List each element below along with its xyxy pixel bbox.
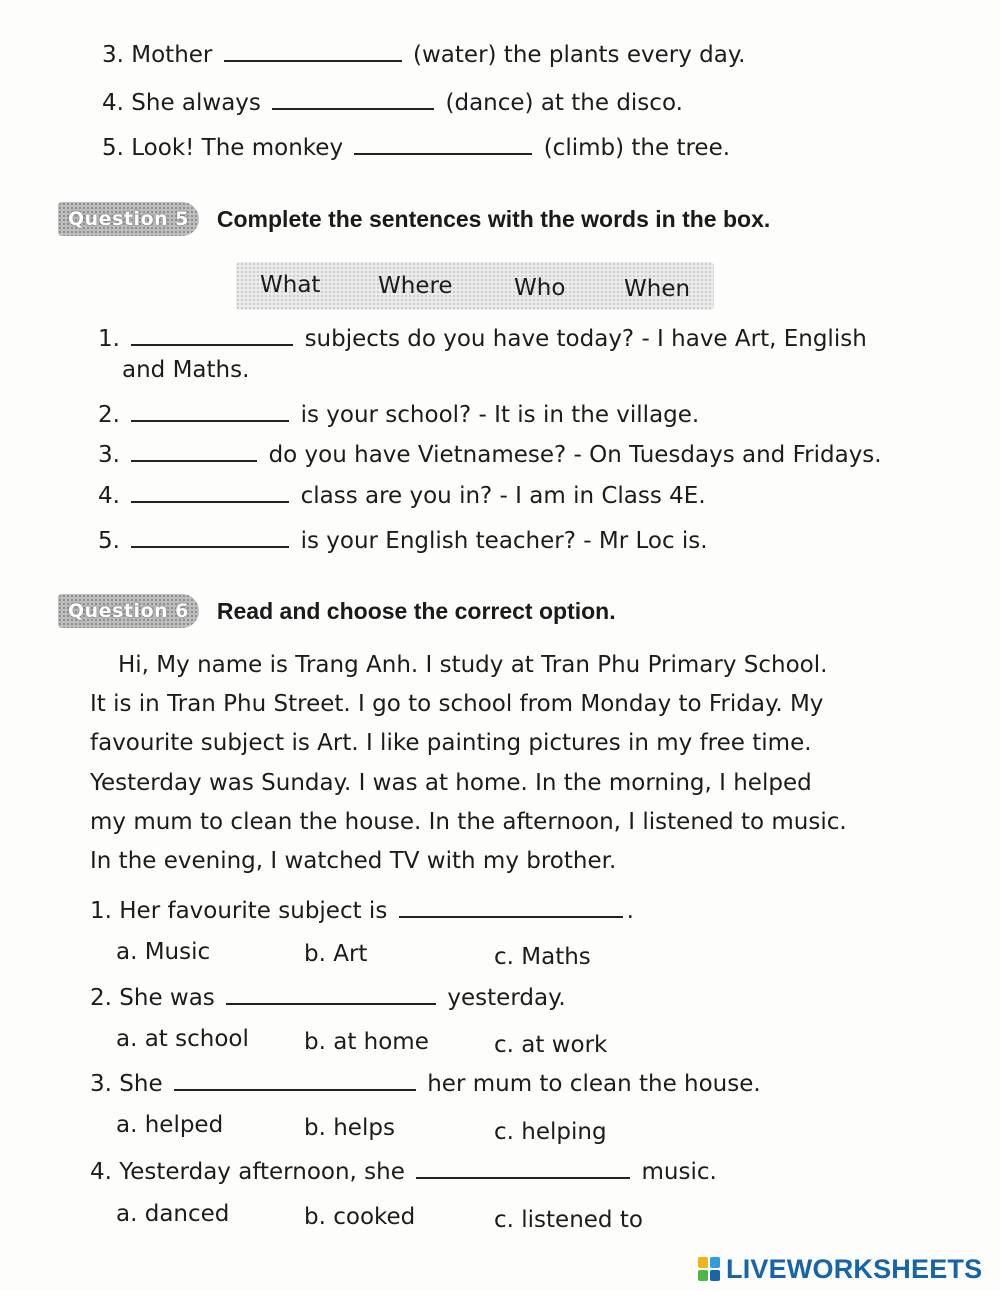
item-text-before: Her favourite subject is [119,898,388,924]
answer-blank[interactable] [224,38,402,62]
option-a[interactable]: a. at school [116,1026,249,1052]
option-c[interactable]: c. helping [494,1119,607,1145]
item-text-after: class are you in? - I am in Class 4E. [300,483,706,509]
item-number: 2. [90,985,112,1011]
item-text-after: (dance) at the disco. [445,90,683,116]
answer-blank[interactable] [131,524,289,548]
q4-item-4 [102,86,683,118]
logo-text: LIVEWORKSHEETS [726,1253,983,1284]
item-number: 1. [90,898,112,924]
item-number: 3. [102,42,124,68]
question-title: Complete the sentences with the words in the box. [216,205,771,232]
passage-line: Yesterday was Sunday. I was at home. In the morning, I helped [90,769,812,796]
question-badge: Question 6 [58,594,199,628]
item-text-before: Mother [131,42,213,68]
option-b[interactable]: b. helps [304,1115,395,1141]
passage-line: my mum to clean the house. In the afternoon, I listened to music. [90,808,847,835]
reading-passage [90,646,890,881]
item-text-after: . [626,898,634,924]
q4-item-5 [102,131,730,163]
question-badge: Question 5 [58,202,199,236]
item-number: 3. [90,1071,112,1097]
answer-blank[interactable] [174,1067,416,1091]
question-5-header [58,202,770,236]
item-text-after: subjects do you have today? - I have Art, English [304,326,867,352]
item-text-after: (climb) the tree. [543,135,731,161]
q6-question-3 [90,1067,761,1099]
answer-blank[interactable] [131,479,289,503]
answer-blank[interactable] [131,398,289,422]
item-number: 4. [90,1159,112,1185]
item-number: 5. [98,528,120,554]
liveworksheets-logo-icon [698,1257,720,1281]
answer-blank[interactable] [226,981,436,1005]
item-text-after: (water) the plants every day. [413,42,746,68]
answer-blank[interactable] [131,322,293,346]
item-text-before: She [119,1071,163,1097]
option-a[interactable]: a. helped [116,1112,224,1138]
item-text-after: is your school? - It is in the village. [300,402,700,428]
q5-item-1-continued: and Maths. [122,357,250,383]
word-box-word: Where [378,273,453,299]
q5-item-2 [98,398,699,430]
q5-item-5 [98,524,708,556]
option-a[interactable]: a. Music [116,939,211,965]
item-text-after: her mum to clean the house. [427,1071,761,1097]
passage-line: Hi, My name is Trang Anh. I study at Tran Phu Primary School. [118,652,828,678]
q6-question-2 [90,981,566,1013]
item-text-after: yesterday. [447,985,566,1011]
option-c[interactable]: c. Maths [494,944,591,970]
item-number: 2. [98,402,120,428]
item-text-before: Look! The monkey [131,135,344,161]
item-text-before: She was [119,985,215,1011]
word-box-word: When [624,276,691,302]
passage-line: It is in Tran Phu Street. I go to school from Monday to Friday. My [90,691,824,718]
q5-item-4 [98,479,706,511]
item-number: 3. [98,442,120,468]
q4-item-3 [102,38,745,70]
item-number: 4. [98,483,120,509]
answer-blank[interactable] [354,131,532,155]
q5-item-1 [98,322,867,354]
word-box-word: What [260,272,321,298]
liveworksheets-logo [698,1254,982,1284]
item-text-after: is your English teacher? - Mr Loc is. [300,528,708,554]
question-title: Read and choose the correct option. [216,597,616,624]
q6-question-1 [90,894,634,926]
item-text-after: do you have Vietnamese? - On Tuesdays and Fridays. [268,442,882,468]
item-number: 4. [102,90,124,116]
option-c[interactable]: c. at work [494,1032,608,1058]
passage-line: In the evening, I watched TV with my brother. [90,848,617,875]
option-b[interactable]: b. cooked [304,1204,416,1230]
question-6-header [58,594,616,628]
answer-blank[interactable] [131,438,257,462]
option-b[interactable]: b. at home [304,1029,429,1055]
option-b[interactable]: b. Art [304,941,368,967]
item-number: 5. [102,135,124,161]
item-number: 1. [98,326,120,352]
answer-blank[interactable] [416,1155,630,1179]
item-text-before: She always [131,90,261,116]
answer-blank[interactable] [399,894,623,918]
passage-line: favourite subject is Art. I like painting pictures in my free time. [90,730,812,757]
item-text-before: Yesterday afternoon, she [119,1159,405,1185]
item-text-after: music. [641,1159,717,1185]
word-box-word: Who [514,275,566,301]
option-a[interactable]: a. danced [116,1201,230,1227]
answer-blank[interactable] [272,86,434,110]
q5-item-3 [98,438,882,470]
q6-question-4 [90,1155,717,1187]
option-c[interactable]: c. listened to [494,1207,643,1233]
